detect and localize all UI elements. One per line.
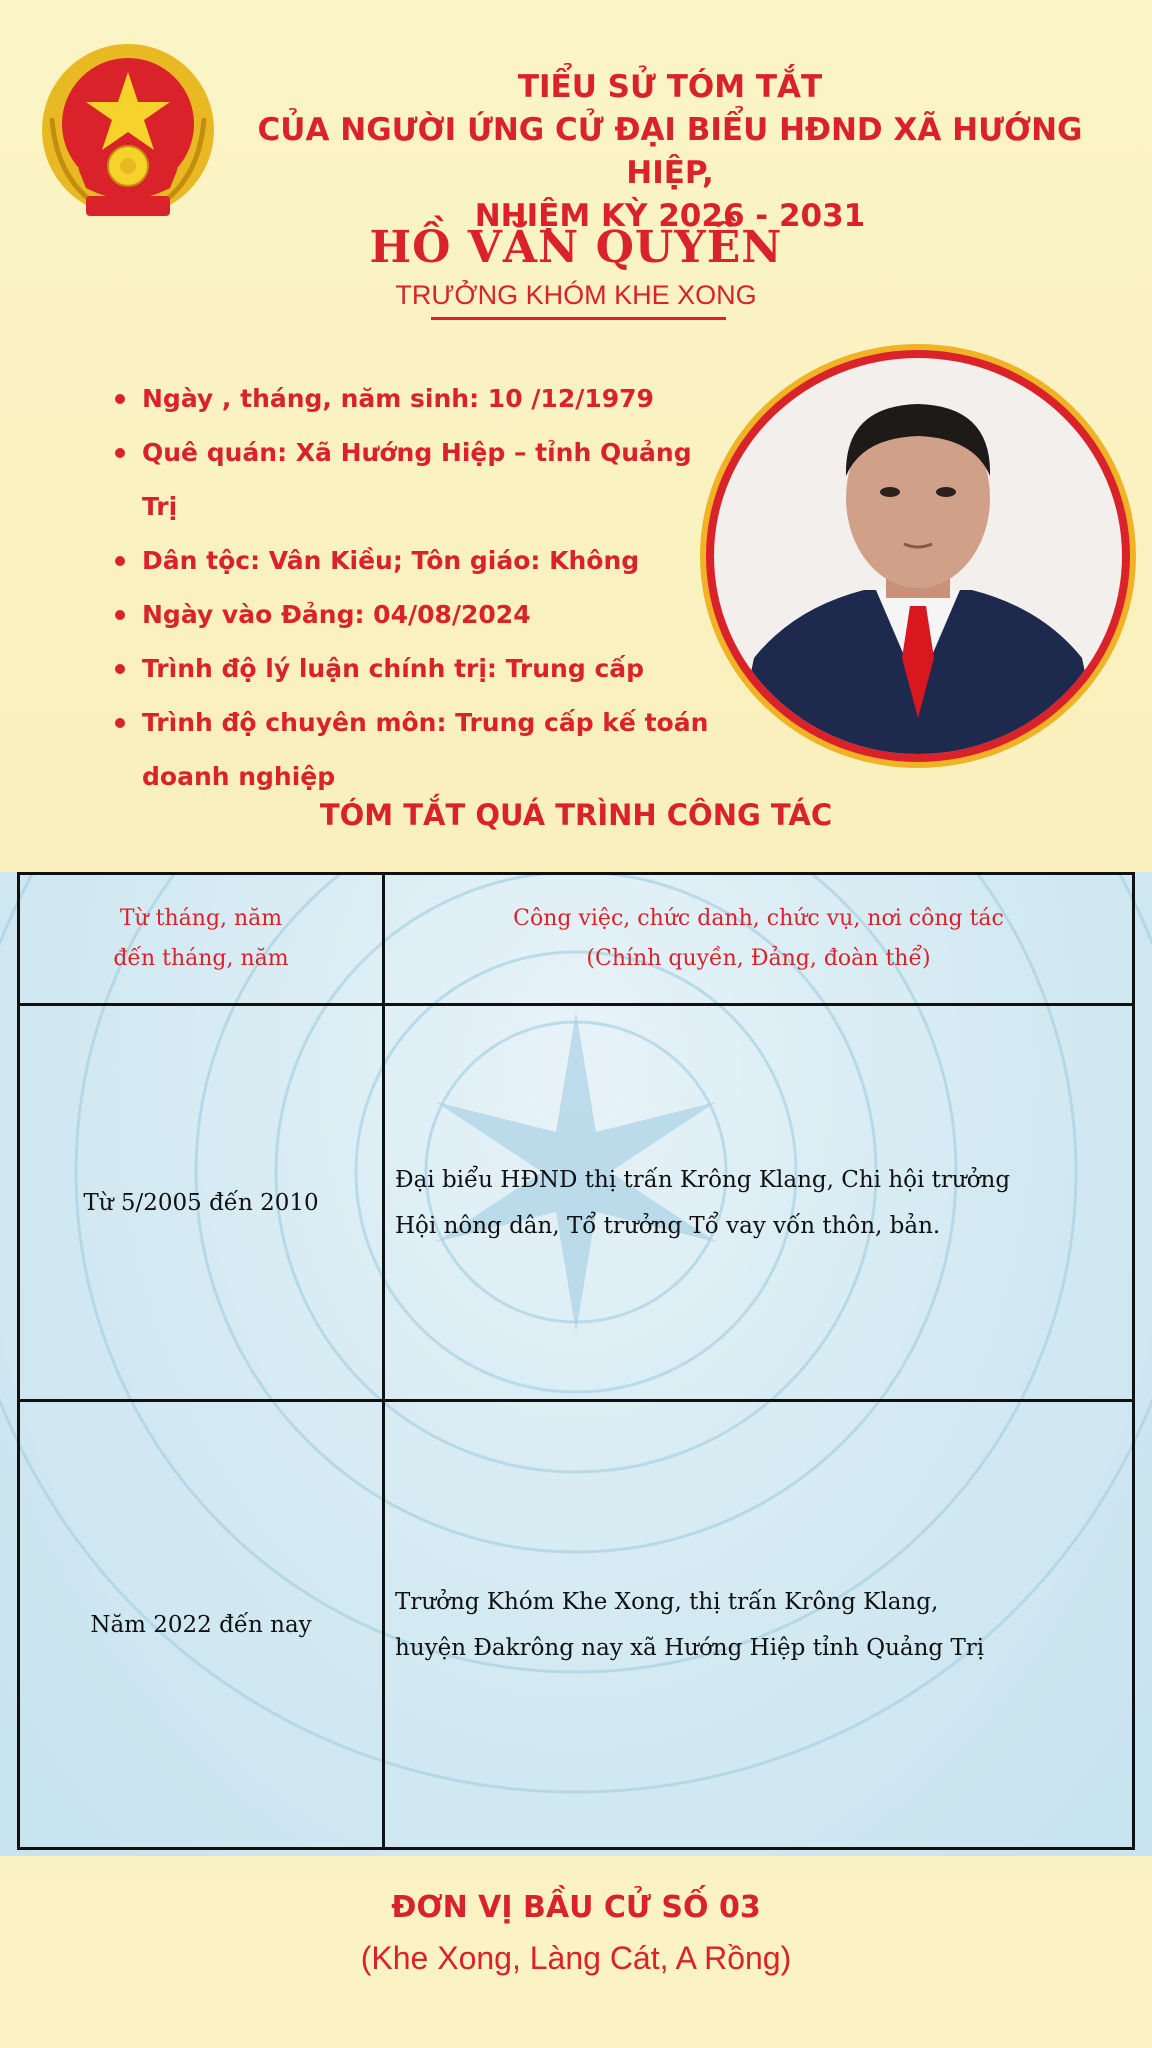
table-header-period: Từ tháng, năm đến tháng, năm: [19, 874, 384, 1005]
role-underline: [431, 317, 726, 320]
table-header-row: [19, 874, 1134, 1005]
table-header-job: Công việc, chức danh, chức vụ, nơi công tác (Chính quyền, Đảng, đoàn thể): [384, 874, 1134, 1005]
candidate-portrait: [714, 358, 1122, 754]
info-profession: Trình độ chuyên môn: Trung cấp kế toán doanh nghiệp: [110, 696, 720, 804]
section-title: TÓM TẮT QUÁ TRÌNH CÔNG TÁC: [319, 798, 833, 832]
national-emblem-icon: [38, 38, 218, 224]
table-cell-job: Trưởng Khóm Khe Xong, thị trấn Krông Klang, huyện Đakrông nay xã Hướng Hiệp tỉnh Quảng Trị: [384, 1401, 1134, 1849]
info-ethnicity: Dân tộc: Vân Kiều; Tôn giáo: Không: [110, 534, 720, 588]
table-row: [19, 1401, 1134, 1849]
table-cell-period: Từ 5/2005 đến 2010: [19, 1005, 384, 1401]
info-hometown: Quê quán: Xã Hướng Hiệp – tỉnh Quảng Trị: [110, 426, 720, 534]
candidate-name: HỒ VĂN QUYỀN: [369, 222, 783, 273]
info-party-date: Ngày vào Đảng: 04/08/2024: [110, 588, 720, 642]
header-subtitle: CỦA NGƯỜI ỨNG CỬ ĐẠI BIỂU HĐND XÃ HƯỚNG HIỆP,: [257, 112, 1083, 191]
career-table-area: [0, 872, 1152, 1856]
career-table: [17, 872, 1135, 1850]
document-header: [230, 66, 1110, 238]
header-title: TIỂU SỬ TÓM TẮT: [517, 69, 823, 105]
table-row: [19, 1005, 1134, 1401]
election-unit: ĐƠN VỊ BẦU CỬ SỐ 03: [391, 1890, 761, 1925]
table-cell-job: Đại biểu HĐND thị trấn Krông Klang, Chi hội trưởng Hội nông dân, Tổ trưởng Tổ vay vốn thôn, bản.: [384, 1005, 1134, 1401]
candidate-info-list: [110, 372, 720, 804]
election-areas: (Khe Xong, Làng Cát, A Rồng): [360, 1940, 792, 1976]
info-politics: Trình độ lý luận chính trị: Trung cấp: [110, 642, 720, 696]
header-term: NHIỆM KỲ 2026 - 2031: [474, 198, 866, 234]
candidate-role: TRƯỞNG KHÓM KHE XONG: [395, 280, 757, 310]
info-birth: Ngày , tháng, năm sinh: 10 /12/1979: [110, 372, 720, 426]
table-cell-period: Năm 2022 đến nay: [19, 1401, 384, 1849]
